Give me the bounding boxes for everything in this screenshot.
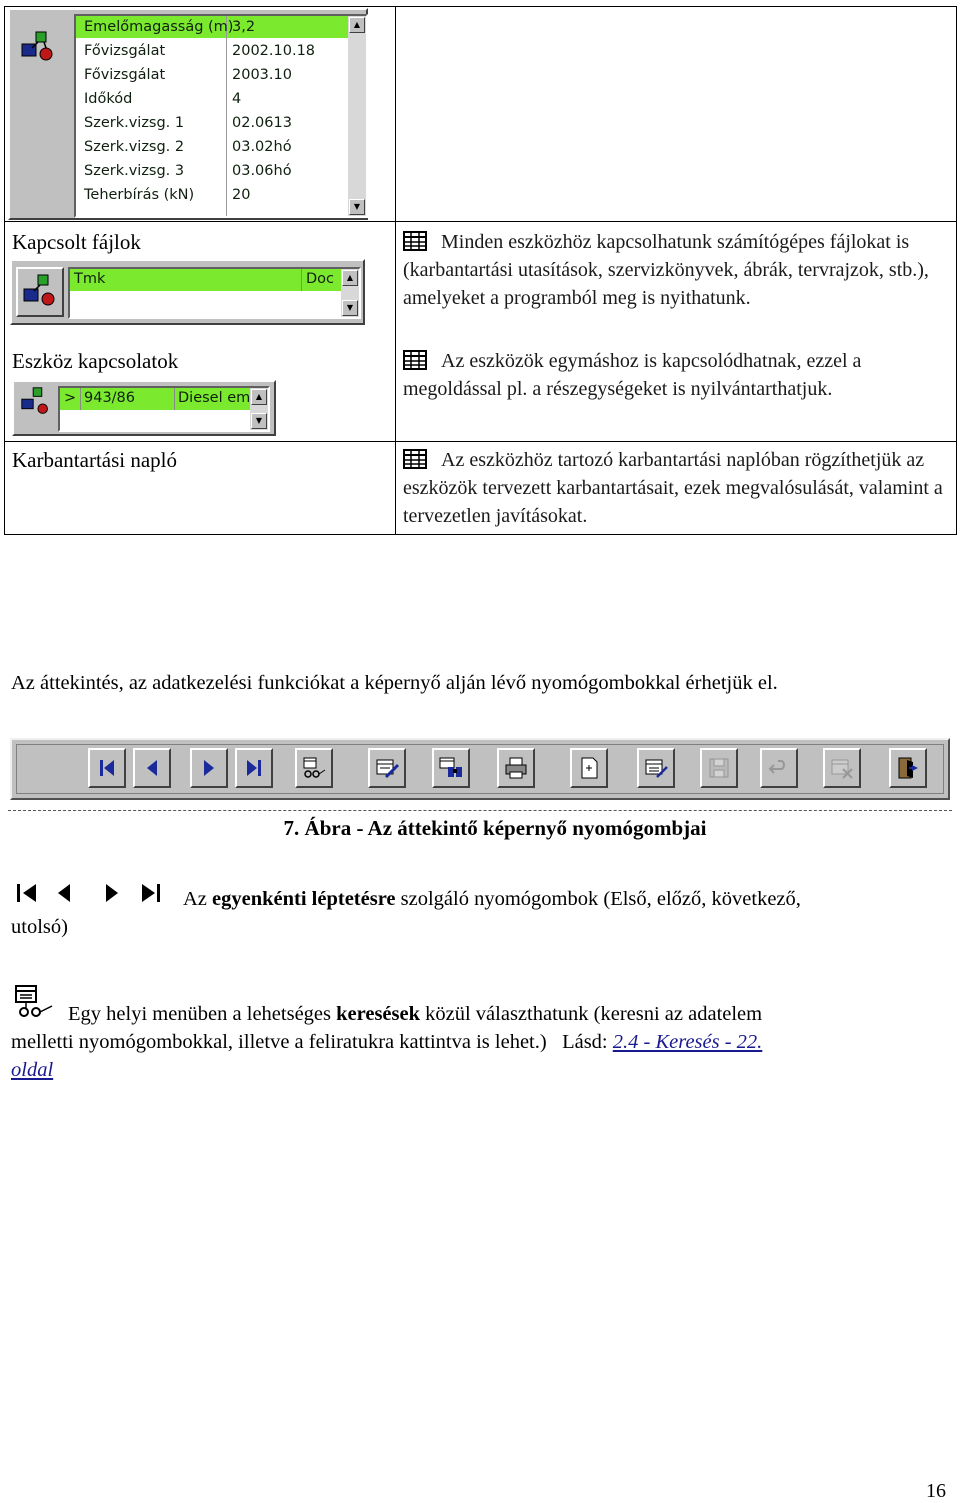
row-text: Minden eszközhöz kapcsolhatunk számítógépes fájlokat is (karbantartási utasítások, szervizkönyvek, ábrák, tervrajzok, stb.), amelyeket a programból meg is nyithatunk. xyxy=(403,231,929,309)
print-button[interactable] xyxy=(497,748,535,788)
device-links-grid xyxy=(58,386,270,432)
linked-files-grid xyxy=(68,267,361,319)
scroll-up-button[interactable]: ▲ xyxy=(251,389,267,405)
binoculars-button[interactable] xyxy=(432,748,470,788)
text: közül választhatunk (keresni az adatelem xyxy=(420,1003,763,1025)
property-row[interactable] xyxy=(76,136,352,160)
previous-icon xyxy=(58,884,70,902)
property-label: Szerk.vizsg. 1 xyxy=(84,115,185,131)
properties-preview-panel xyxy=(8,8,368,220)
figure-caption: 7. Ábra - Az áttekintő képernyő nyomógombjai xyxy=(283,816,707,840)
device-links-widget xyxy=(12,380,276,436)
scroll-up-button[interactable]: ▲ xyxy=(349,17,365,33)
separator xyxy=(8,810,952,811)
property-label: Fővizsgálat xyxy=(84,43,166,59)
save-button[interactable] xyxy=(700,748,738,788)
save-icon xyxy=(706,755,732,781)
search-button[interactable] xyxy=(295,748,333,788)
previous-record-icon xyxy=(139,755,165,781)
edit-button[interactable] xyxy=(368,748,406,788)
next-record-button[interactable] xyxy=(190,748,228,788)
nav-paragraph-line1 xyxy=(183,888,801,911)
edit-icon xyxy=(374,755,400,781)
property-row[interactable] xyxy=(76,40,352,64)
text: Az xyxy=(183,888,213,910)
table-icon xyxy=(403,231,427,251)
scrollbar[interactable] xyxy=(341,269,359,317)
text: szolgáló nyomógombok (Első, előző, következő, xyxy=(395,888,801,910)
device-name[interactable]: Diesel em xyxy=(178,390,250,406)
nav-buttons-illustration xyxy=(14,880,164,908)
next-record-icon xyxy=(196,755,222,781)
search-icon xyxy=(301,755,327,781)
row-text-device-links xyxy=(403,347,948,403)
property-value: 3,2 xyxy=(232,19,256,35)
new-record-icon xyxy=(576,755,602,781)
property-value: 03.02hó xyxy=(232,139,292,155)
property-label: Teherbírás (kN) xyxy=(84,187,195,203)
property-row[interactable] xyxy=(76,88,352,112)
row-text-linked-files xyxy=(403,228,948,312)
bold-text: egyenkénti léptetésre xyxy=(212,888,396,910)
next-icon xyxy=(106,884,118,902)
scroll-down-button[interactable]: ▼ xyxy=(251,413,267,429)
list-edit-button[interactable] xyxy=(637,748,675,788)
device-id[interactable]: 943/86 xyxy=(84,390,136,406)
undo-icon xyxy=(766,755,792,781)
delete-button[interactable] xyxy=(823,748,861,788)
property-row[interactable] xyxy=(76,64,352,88)
property-row[interactable] xyxy=(76,16,352,40)
search-icon xyxy=(14,984,54,1020)
property-value: 20 xyxy=(232,187,251,203)
table-icon xyxy=(403,350,427,370)
table-divider xyxy=(395,6,396,535)
row-text: Az eszközök egymáshoz is kapcsolódhatnak, ezzel a megoldással pl. a részegységeket is nyilvántarthatjuk. xyxy=(403,350,862,400)
table-icon xyxy=(403,449,427,469)
scrollbar[interactable] xyxy=(348,16,366,216)
intro-paragraph: Az áttekintés, az adatkezelési funkciókat a képernyő alján lévő nyomógombokkal érhetjük el. xyxy=(11,672,778,694)
last-icon xyxy=(142,884,160,902)
properties-list xyxy=(74,14,368,218)
scroll-down-button[interactable]: ▼ xyxy=(349,199,365,215)
scroll-down-button[interactable]: ▼ xyxy=(342,300,358,316)
previous-record-button[interactable] xyxy=(133,748,171,788)
property-label: Szerk.vizsg. 3 xyxy=(84,163,185,179)
binoculars-icon xyxy=(438,755,464,781)
property-label: Emelőmagasság (m) xyxy=(84,19,234,35)
row-label-maintenance-log: Karbantartási napló xyxy=(12,448,178,472)
undo-button[interactable] xyxy=(760,748,798,788)
property-label: Fővizsgálat xyxy=(84,67,166,83)
property-label: Szerk.vizsg. 2 xyxy=(84,139,185,155)
property-row[interactable] xyxy=(76,160,352,184)
scroll-up-button[interactable]: ▲ xyxy=(342,270,358,286)
tool-icon xyxy=(18,24,62,68)
exit-button[interactable] xyxy=(889,748,927,788)
table-row-divider xyxy=(4,441,957,442)
text: melletti nyomógombokkal, illetve a feliratukra kattintva is lehet.) Lásd: xyxy=(11,1031,613,1053)
property-label: Időkód xyxy=(84,91,133,107)
row-label-linked-files: Kapcsolt fájlok xyxy=(12,230,141,254)
first-record-button[interactable] xyxy=(88,748,126,788)
linked-file-type[interactable]: Doc xyxy=(306,271,335,287)
current-row-marker: > xyxy=(64,390,77,406)
scrollbar[interactable] xyxy=(250,388,268,430)
print-icon xyxy=(503,755,529,781)
search-paragraph-line3 xyxy=(11,1059,53,1082)
delete-icon xyxy=(829,755,855,781)
last-record-icon xyxy=(241,755,267,781)
row-text: Az eszközhöz tartozó karbantartási naplóban rögzíthetjük az eszközök tervezett karbantartásait, ezek megvalósulását, valamint a tervezetlen javításokat. xyxy=(403,449,943,527)
linked-files-button[interactable] xyxy=(16,267,64,317)
list-edit-icon xyxy=(643,755,669,781)
nav-paragraph-line2: utolsó) xyxy=(11,916,68,938)
property-value: 2002.10.18 xyxy=(232,43,316,59)
linked-file-name[interactable]: Tmk xyxy=(74,271,106,287)
row-text-maintenance-log xyxy=(403,446,948,530)
property-row[interactable] xyxy=(76,184,352,208)
property-row[interactable] xyxy=(76,112,352,136)
last-record-button[interactable] xyxy=(235,748,273,788)
new-record-button[interactable] xyxy=(570,748,608,788)
search-section-link-cont[interactable]: oldal xyxy=(11,1059,54,1081)
search-paragraph-line2 xyxy=(11,1031,762,1054)
property-value: 2003.10 xyxy=(232,67,292,83)
first-record-icon xyxy=(94,755,120,781)
page-number: 16 xyxy=(926,1480,946,1502)
property-value: 4 xyxy=(232,91,242,107)
property-value: 02.0613 xyxy=(232,115,292,131)
search-section-link[interactable]: 2.4 - Keresés - 22. xyxy=(612,1031,763,1053)
search-paragraph-line1 xyxy=(68,1003,762,1026)
bold-text: keresések xyxy=(336,1003,421,1025)
table-row-divider xyxy=(4,221,957,222)
linked-files-widget xyxy=(10,259,365,325)
tool-icon[interactable] xyxy=(18,384,56,424)
first-icon xyxy=(17,884,36,902)
exit-icon xyxy=(895,755,921,781)
property-value: 03.06hó xyxy=(232,163,292,179)
row-label-device-links: Eszköz kapcsolatok xyxy=(12,349,179,373)
text: Egy helyi menüben a lehetséges xyxy=(68,1003,337,1025)
